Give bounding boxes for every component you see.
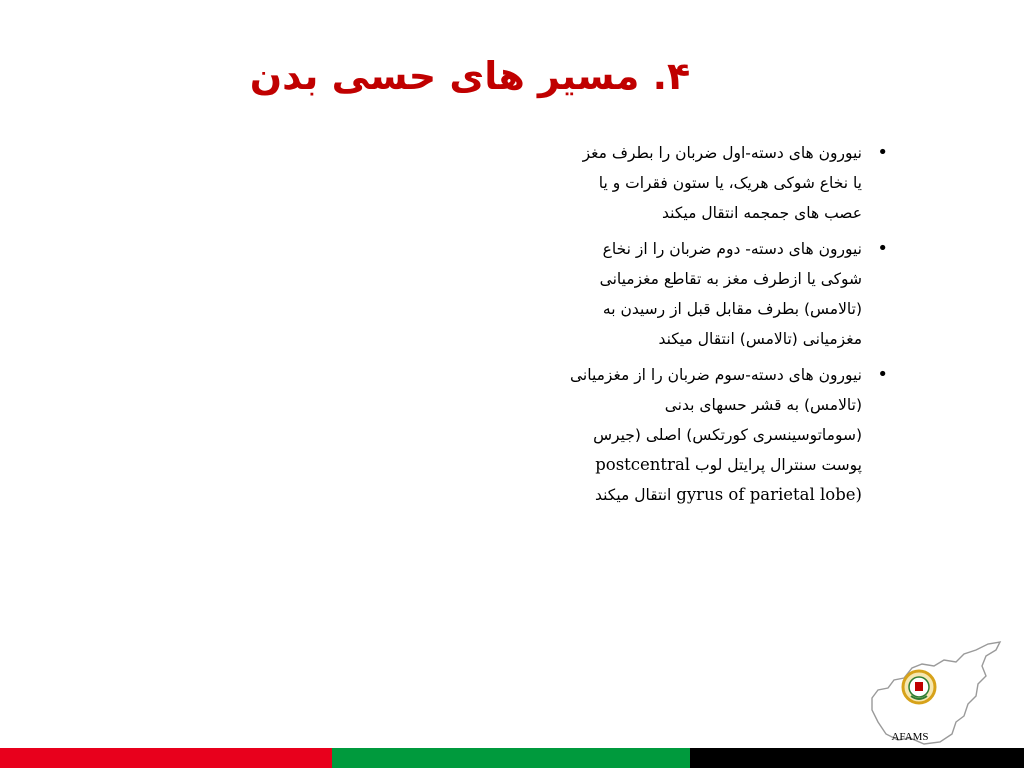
bullet-line: نیورون های دسته- دوم ضربان را از نخاع — [602, 240, 862, 258]
bullet-line: مغزمیانی (تالامس) انتقال میکند — [658, 330, 862, 348]
latin-term: gyrus of parietal lobe) — [676, 485, 862, 504]
bullet-line: یا نخاع شوکی هریک، یا ستون فقرات و یا — [598, 174, 862, 192]
bullet-line-text: پوست سنترال پرایتل لوب — [695, 456, 862, 474]
black-stripe — [690, 748, 1024, 768]
bullet-line: نیورون های دسته-سوم ضربان را از مغزمیانی — [570, 366, 862, 384]
bullet-line — [480, 450, 862, 480]
red-stripe — [0, 748, 332, 768]
bullet-item — [480, 138, 888, 228]
bullet-line: (تالامس) بطرف مقابل قبل از رسیدن به — [602, 300, 862, 318]
bullet-line: (سوماتوسینسری کورتکس) اصلی (جیرس — [593, 426, 862, 444]
bullet-dot-icon: • — [877, 364, 888, 385]
map-outline-icon — [872, 642, 1000, 744]
bullet-line: عصب های جمجمه انتقال میکند — [662, 204, 862, 222]
latin-term: postcentral — [595, 455, 691, 474]
bullet-item — [480, 234, 888, 354]
bullet-dot-icon: • — [877, 142, 888, 163]
bullet-line: شوکی یا ازطرف مغز به تقاطع مغزمیانی — [599, 270, 862, 288]
green-stripe — [332, 748, 690, 768]
bullet-list — [480, 138, 888, 516]
bullet-line: (تالامس) به قشر حسهای بدنی — [664, 396, 862, 414]
slide-title: ۴. مسیر های حسی بدن — [249, 54, 691, 98]
bullet-line-text: انتقال میکند — [594, 486, 672, 504]
bullet-line — [480, 480, 862, 510]
flag-stripe-bar — [0, 748, 1024, 768]
bullet-line: نیورون های دسته-اول ضربان را بطرف مغز — [582, 144, 862, 162]
afams-label: AFAMS — [891, 731, 929, 743]
bullet-item — [480, 360, 888, 510]
bullet-dot-icon: • — [877, 238, 888, 259]
